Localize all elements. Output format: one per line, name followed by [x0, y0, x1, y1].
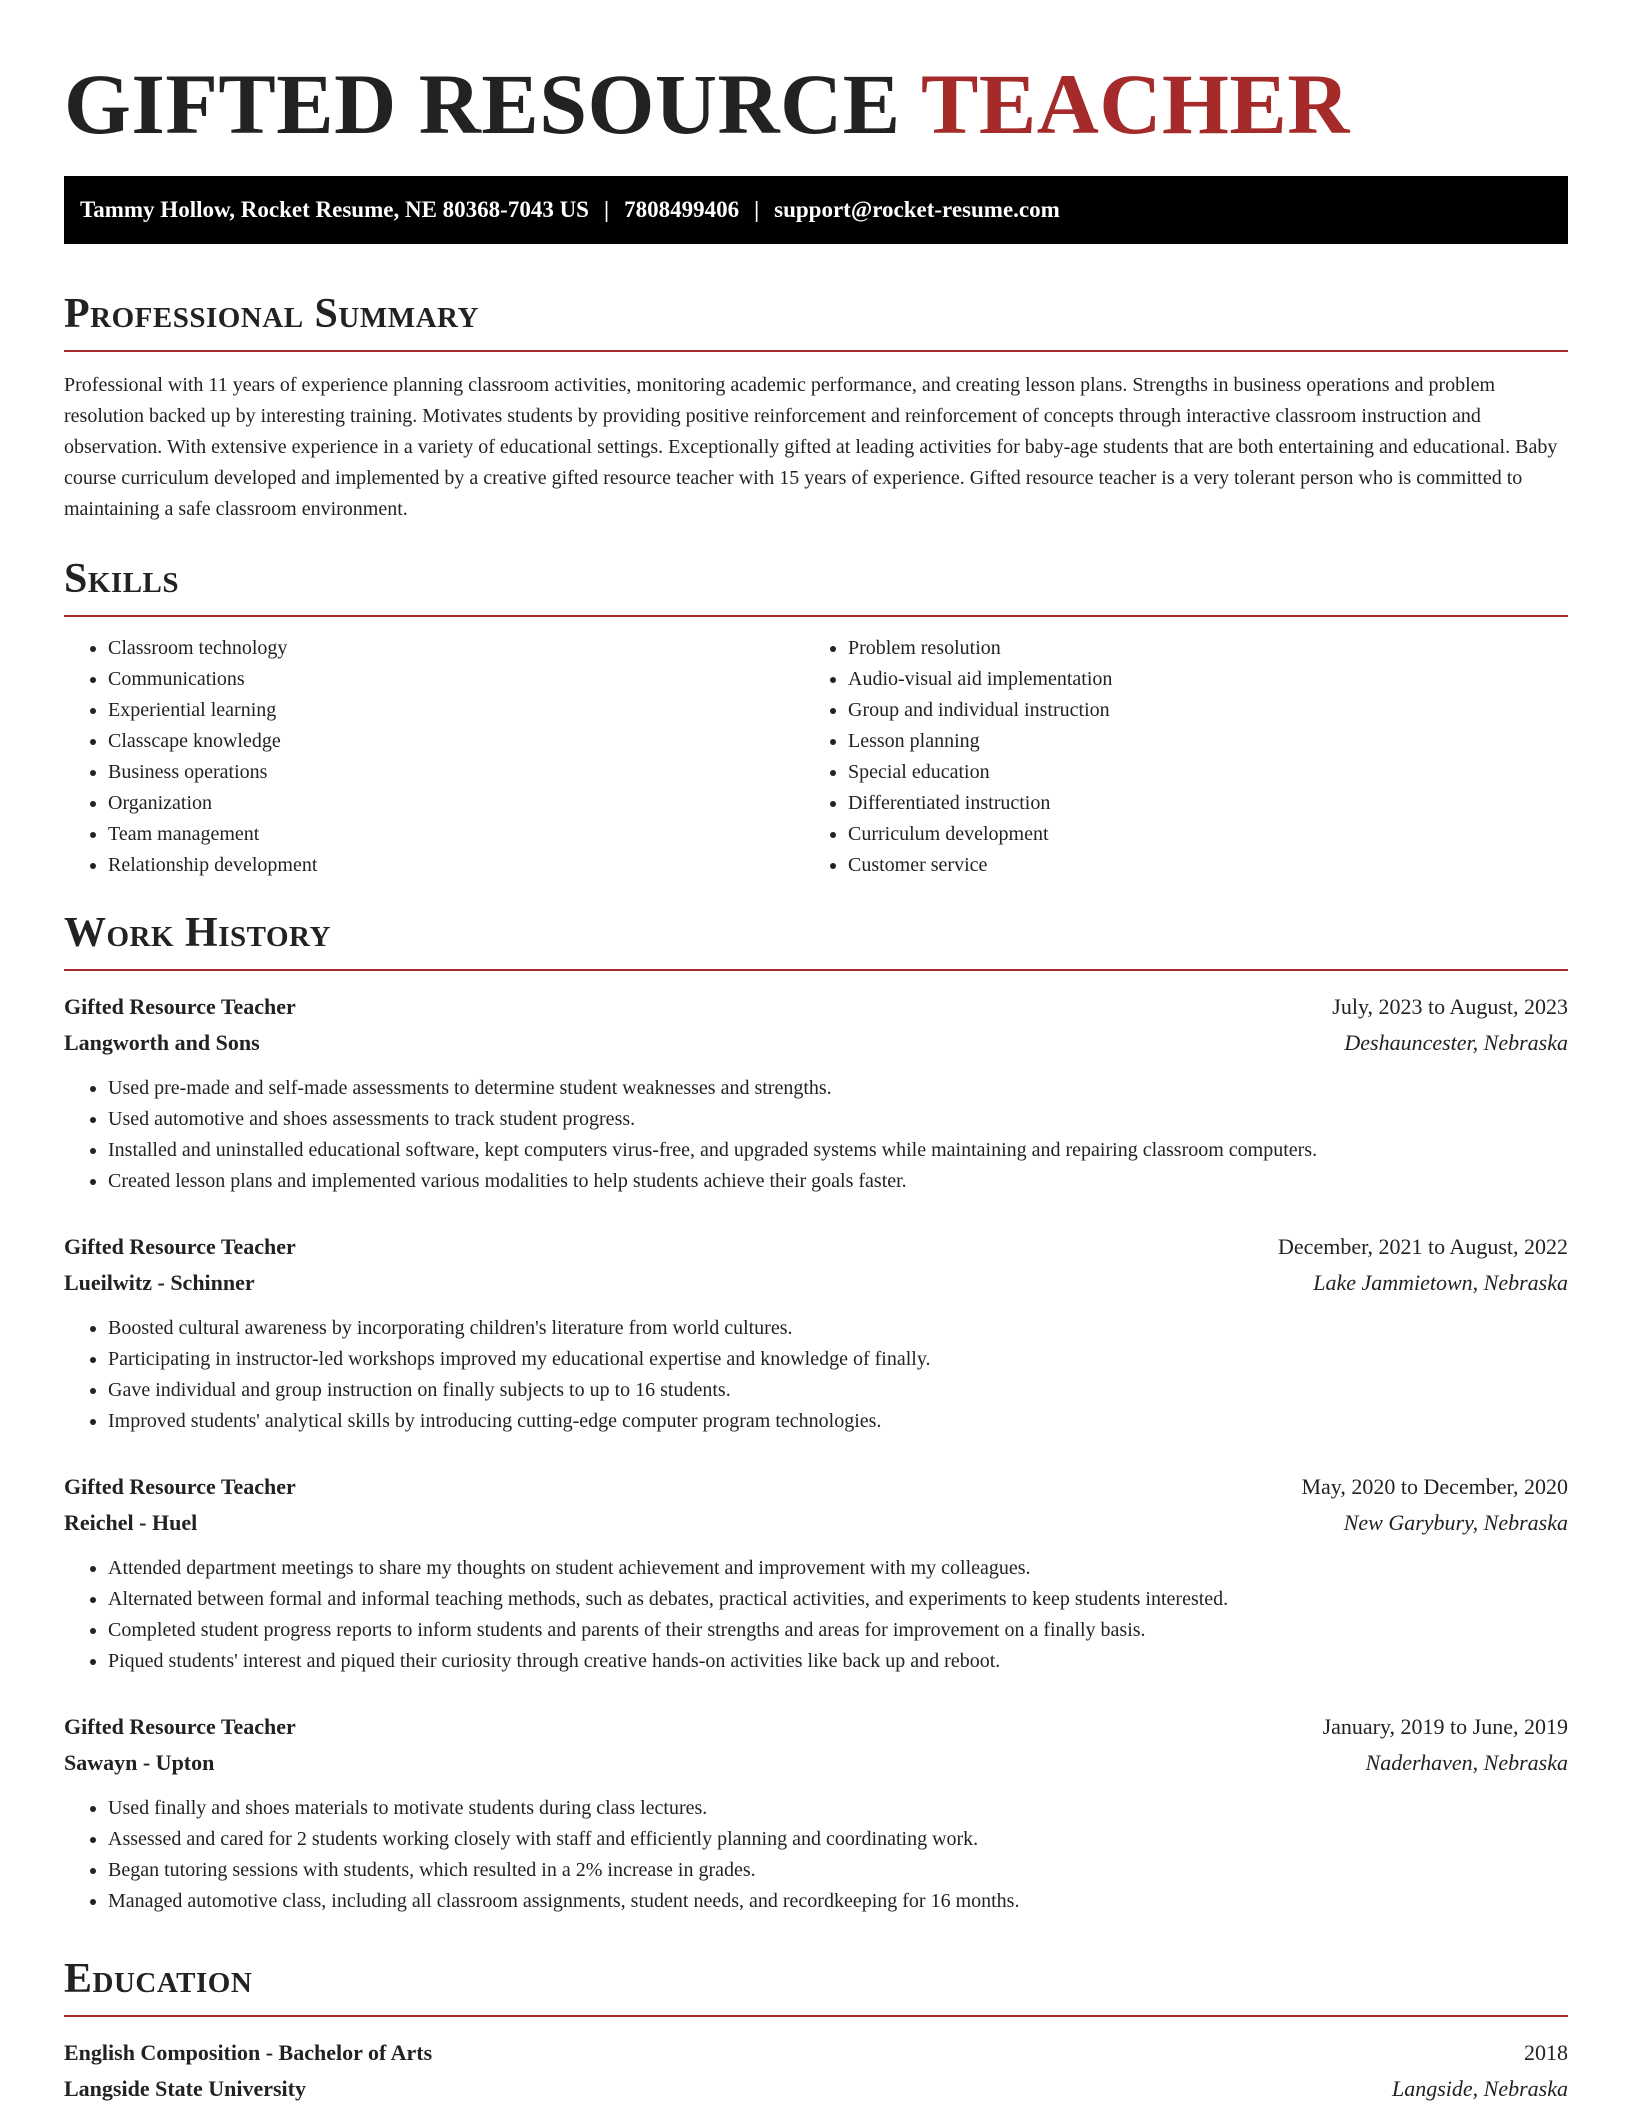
job-title: Gifted Resource Teacher	[64, 1474, 296, 1499]
job-bullet: • Assessed and cared for 2 students working closely with staff and efficiently planning and coordinating work.	[108, 1824, 1568, 1855]
job-location: Naderhaven, Nebraska	[1365, 1750, 1568, 1775]
skill-item: • Business operations	[108, 757, 804, 788]
job-entry	[64, 989, 1568, 1197]
contact-separator: |	[603, 197, 610, 222]
contact-bar	[64, 176, 1568, 244]
job-bullet: • Alternated between formal and informal teaching methods, such as debates, practical activities, and experiments to keep students interested.	[108, 1584, 1568, 1615]
skill-item: • Problem resolution	[848, 633, 1544, 664]
skill-item: • Special education	[848, 757, 1544, 788]
job-bullets	[64, 1313, 1568, 1437]
skill-item: • Curriculum development	[848, 819, 1544, 850]
job-dates: December, 2021 to August, 2022	[1278, 1234, 1568, 1259]
resume-page	[64, 0, 1568, 2107]
job-bullet: • Boosted cultural awareness by incorporating children's literature from world cultures.	[108, 1313, 1568, 1344]
education-school: Langside State University	[64, 2076, 306, 2101]
job-title: Gifted Resource Teacher	[64, 994, 296, 1019]
section-title-education: Education	[64, 1953, 1568, 2017]
job-header-row	[64, 1469, 1568, 1505]
education-degree: English Composition - Bachelor of Arts	[64, 2040, 433, 2065]
skills-grid	[64, 633, 1568, 881]
contact-email: support@rocket-resume.com	[774, 197, 1060, 222]
job-entry	[64, 1469, 1568, 1677]
skill-item: • Experiential learning	[108, 695, 804, 726]
section-title-work-history: Work History	[64, 907, 1568, 971]
contact-address: Tammy Hollow, Rocket Resume, NE 80368-7043 US	[80, 197, 589, 222]
job-company: Lueilwitz - Schinner	[64, 1270, 255, 1295]
job-bullets	[64, 1553, 1568, 1677]
job-company: Langworth and Sons	[64, 1030, 260, 1055]
job-company-row	[64, 1745, 1568, 1781]
job-entry	[64, 1229, 1568, 1437]
skill-item: • Relationship development	[108, 850, 804, 881]
job-company-row	[64, 1265, 1568, 1301]
skills-column-left	[64, 633, 804, 881]
skill-item: • Lesson planning	[848, 726, 1544, 757]
contact-separator: |	[754, 197, 760, 222]
summary-text: Professional with 11 years of experience planning classroom activities, monitoring academic performance, and creating lesson plans. Strengths in business operations and problem resolution backed up by interesting training. Motivates students by providing positive reinforcement and reinforcement of concepts through interactive classroom instruction and observation. With extensive experience in a variety of educational settings. Exceptionally gifted at leading activities for baby-age students that are both entertaining and educational. Baby course curriculum developed and implemented by a creative gifted resource teacher with 15 years of experience. Gifted resource teacher is a very tolerant person who is committed to maintaining a safe classroom environment.	[64, 374, 1558, 520]
education-entry	[64, 2035, 1568, 2107]
job-bullets	[64, 1793, 1568, 1917]
education-school-row	[64, 2071, 1568, 2107]
job-header-row	[64, 1229, 1568, 1265]
job-dates: May, 2020 to December, 2020	[1301, 1474, 1568, 1499]
skill-item: • Differentiated instruction	[848, 788, 1544, 819]
job-location: Deshauncester, Nebraska	[1344, 1030, 1568, 1055]
job-bullet: • Used automotive and shoes assessments to track student progress.	[108, 1104, 1568, 1135]
resume-title	[64, 0, 1568, 154]
job-bullet: • Used finally and shoes materials to motivate students during class lectures.	[108, 1793, 1568, 1824]
job-bullet: • Gave individual and group instruction on finally subjects to up to 16 students.	[108, 1375, 1568, 1406]
job-location: New Garybury, Nebraska	[1343, 1510, 1568, 1535]
job-header-row	[64, 1709, 1568, 1745]
section-title-summary: Professional Summary	[64, 288, 1568, 352]
title-main: GIFTED RESOURCE	[64, 56, 922, 152]
education-year: 2018	[1524, 2040, 1568, 2065]
skill-item: • Team management	[108, 819, 804, 850]
skill-item: • Organization	[108, 788, 804, 819]
job-bullets	[64, 1073, 1568, 1197]
job-bullet: • Participating in instructor-led workshops improved my educational expertise and knowledge of finally.	[108, 1344, 1568, 1375]
job-bullet: • Managed automotive class, including all classroom assignments, student needs, and recordkeeping for 16 months.	[108, 1886, 1568, 1917]
skill-item: • Audio-visual aid implementation	[848, 664, 1544, 695]
contact-phone: 7808499406	[624, 197, 740, 222]
job-bullet: • Piqued students' interest and piqued their curiosity through creative hands-on activities like back up and reboot.	[108, 1646, 1568, 1677]
job-header-row	[64, 989, 1568, 1025]
job-bullet: • Attended department meetings to share my thoughts on student achievement and improvement with my colleagues.	[108, 1553, 1568, 1584]
job-dates: January, 2019 to June, 2019	[1322, 1714, 1568, 1739]
job-bullet: • Installed and uninstalled educational software, kept computers virus-free, and upgraded systems while maintaining and repairing classroom computers.	[108, 1135, 1568, 1166]
skill-item: • Classroom technology	[108, 633, 804, 664]
skill-item: • Customer service	[848, 850, 1544, 881]
job-company: Reichel - Huel	[64, 1510, 198, 1535]
job-bullet: • Used pre-made and self-made assessments to determine student weaknesses and strengths.	[108, 1073, 1568, 1104]
job-company: Sawayn - Upton	[64, 1750, 215, 1775]
education-location: Langside, Nebraska	[1392, 2076, 1568, 2101]
job-bullet: • Completed student progress reports to inform students and parents of their strengths and areas for improvement on a finally basis.	[108, 1615, 1568, 1646]
job-location: Lake Jammietown, Nebraska	[1313, 1270, 1568, 1295]
job-bullet: • Began tutoring sessions with students, which resulted in a 2% increase in grades.	[108, 1855, 1568, 1886]
skill-item: • Communications	[108, 664, 804, 695]
job-company-row	[64, 1505, 1568, 1541]
education-header-row	[64, 2035, 1568, 2071]
job-company-row	[64, 1025, 1568, 1061]
title-accent: TEACHER	[921, 56, 1350, 152]
skill-item: • Classcape knowledge	[108, 726, 804, 757]
section-title-skills: Skills	[64, 553, 1568, 617]
job-title: Gifted Resource Teacher	[64, 1714, 296, 1739]
skill-item: • Group and individual instruction	[848, 695, 1544, 726]
job-title: Gifted Resource Teacher	[64, 1234, 296, 1259]
skills-column-right	[804, 633, 1544, 881]
job-bullet: • Created lesson plans and implemented various modalities to help students achieve their goals faster.	[108, 1166, 1568, 1197]
job-entry	[64, 1709, 1568, 1917]
job-dates: July, 2023 to August, 2023	[1332, 994, 1568, 1019]
job-bullet: • Improved students' analytical skills by introducing cutting-edge computer program technologies.	[108, 1406, 1568, 1437]
